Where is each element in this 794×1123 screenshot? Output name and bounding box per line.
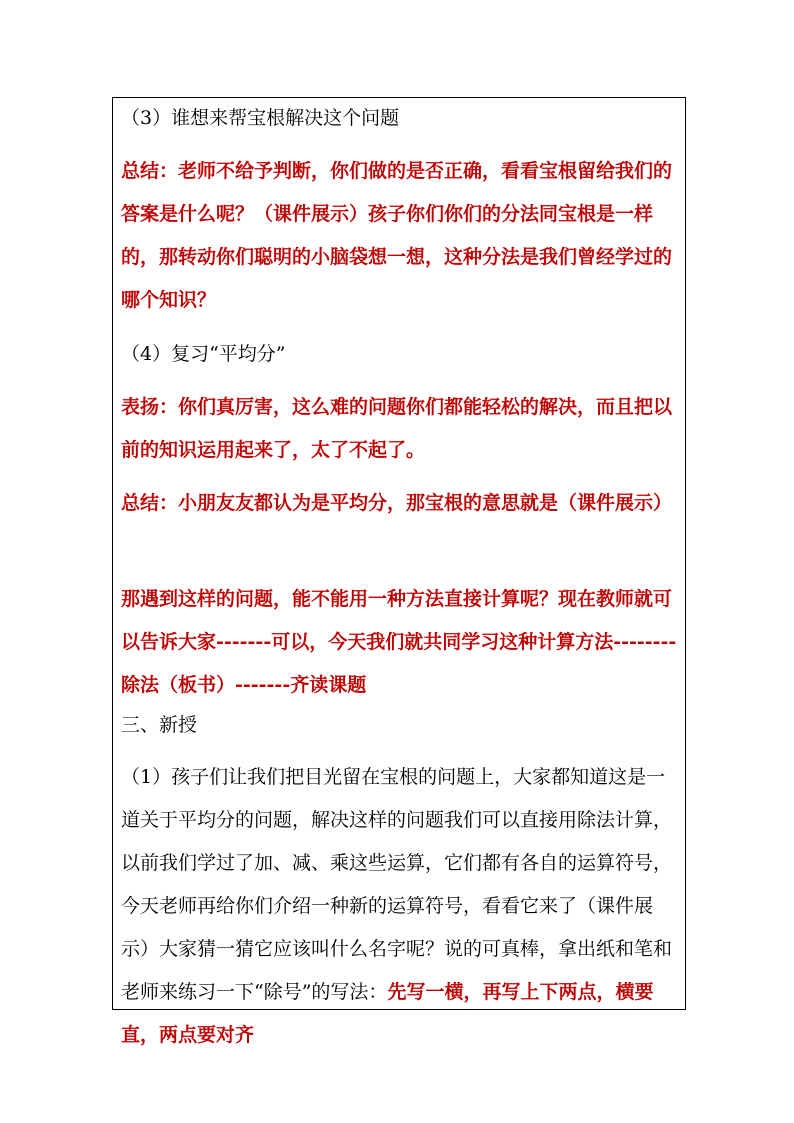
summary-paragraph-2: 总结：小朋友友都认为是平均分，那宝根的意思就是（课件展示）	[121, 492, 673, 514]
q4-heading: （4）复习“平均分”	[121, 343, 286, 365]
praise-paragraph: 表扬：你们真厉害，这么难的问题你们都能轻松的解决，而且把以前的知识运用起来了，太了不起了。	[121, 396, 673, 461]
summary-paragraph-1: 总结：老师不给予判断，你们做的是否正确，看看宝根留给我们的答案是什么呢？（课件展示）孩子你们你们的分法同宝根是一样的，那转动你们聪明的小脑袋想一想，这种分法是我们曾经学过的哪个知识？	[121, 160, 673, 311]
new-lesson-body: （1）孩子们让我们把目光留在宝根的问题上，大家都知道这是一道关于平均分的问题，解决这样的问题我们可以直接用除法计算，以前我们学过了加、减、乘这些运算，它们都有各自的运算符号，今天老师再给你们介绍一种新的运算符号，看看它来了（课件展示）大家猜一猜它应该叫什么名字呢？说的可真棒，拿出纸和笔和老师来练习一下“除号”的写法：	[121, 766, 673, 1003]
transition-paragraph: 那遇到这样的问题，能不能用一种方法直接计算呢？现在教师就可以告诉大家-------可以，今天我们就共同学习这种计算方法--------除法（板书）-------齐读课题	[121, 588, 677, 696]
q3-heading: （3）谁想来帮宝根解决这个问题	[121, 107, 400, 129]
new-lesson-paragraph	[121, 756, 681, 1057]
division-sign-writing-steps: 先写一横，再写上下两点，横要直，两点要对齐	[121, 981, 654, 1046]
section-3-title: 三、新授	[121, 714, 198, 736]
